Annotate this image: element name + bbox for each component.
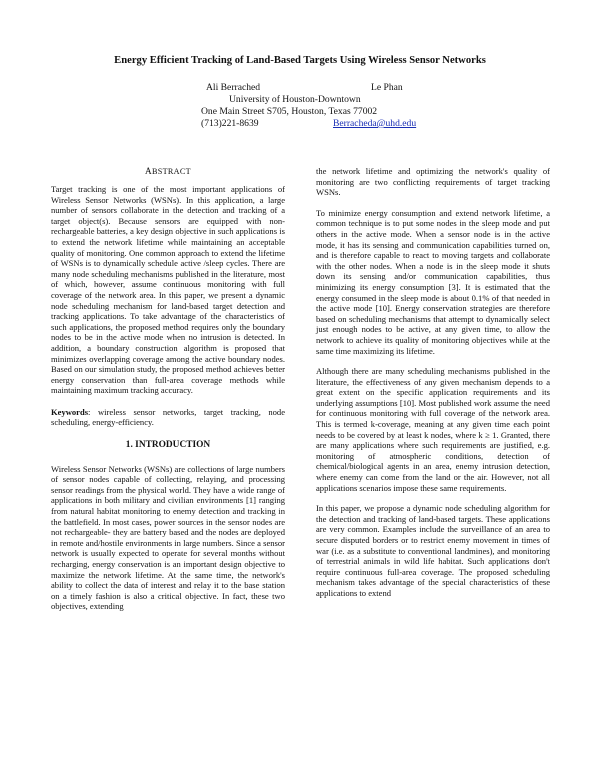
abstract-text: Target tracking is one of the most important applications of Wireless Sensor Networks (WSNs). In this application, a large number of sensors collaborate in the detection and tracking of a target object(s). Because sensors are equipped with non-rechargeable batteries, a key design objective in such applications is to extend the network lifetime while maintaining an acceptable quality of monitoring. One common approach to extend the lifetime of WSNs is to dynamically schedule active /sleep cycles. There are many node scheduling mechanisms published in the literature, most of which, however, assume continuous monitoring with full coverage of the network area. In this paper, we present a dynamic node scheduling mechanism for land-based target detection and tracking applications. To take advantage of the characteristics of such applications, the proposed method requires only the boundary nodes to be in the active mode when no intrusion is detected. In addition, a boundary construction algorithm is proposed that minimizes overlapping coverage among the active boundary nodes. Based on our simulation study, the proposed method achieves better energy conservation than full-area coverage methods while maintaining maximum tracking accuracy. (51, 184, 285, 396)
intro-paragraph: To minimize energy consumption and extend network lifetime, a common technique is to put some nodes in the sleep mode and put others in the active mode. When a sensor node is in the active mode, it has its sensing and communication capabilities turned on, and is therefore capable to react to moving targets and collaborate with the other nodes. When a node is in the sleep mode it shuts down its sensing and/or communication capabilities, thus minimizing its energy consumption [3]. It is estimated that the energy consumed in the sleep mode is about 0.1% of that needed in the active mode [10]. Energy conservation strategies are therefore based on scheduling mechanisms that attempt to dynamically select just enough nodes to be active, at any given time, to allow the network to achieve its quality of monitoring objectives while at the same time maximizing its lifetime. (316, 207, 550, 356)
author-address: One Main Street S705, Houston, Texas 77002 (201, 106, 378, 117)
author-email-link[interactable]: Berracheda@uhd.edu (333, 118, 417, 129)
section-heading: 1. INTRODUCTION (125, 440, 211, 451)
intro-paragraph: Although there are many scheduling mechanisms published in the literature, the effectiveness of any given mechanism depends to a great extent on the specific application requirements and its underlying assumptions [10]. Most published work assume the need for continuous monitoring with full coverage of the network area. This is termed k-coverage, meaning at any given time each point needs to be covered by at least k nodes, where k ≥ 1. Granted, there are many applications where such requirements are justified, e.g. monitoring of atmospheric conditions, detection of chemical/biological agents in an area, enemy intrusion detection, where enemy can come from the land or the air. However, not all applications scenarios impose these same requirements. (316, 366, 550, 493)
abstract-heading: ABSTRACT (145, 166, 191, 176)
left-column (51, 184, 285, 612)
author-name: Le Phan (371, 82, 403, 93)
intro-paragraph: Wireless Sensor Networks (WSNs) are collections of large numbers of sensor nodes capable of collecting, relaying, and processing sensor readings from the physical world. They have a wide range of applications in both military and civilian environments [1] ranging from natural habitat monitoring to enemy detection and tracking in the battlefield. In most cases, power sources in the sensor nodes are not rechargeable- they are battery based and the nodes are deployed in remote and/hostile environments in large numbers. Since a sensor network is usually expected to operate for several months without recharging, energy conservation is an important design objective to maximize the network lifetime. At the same time, the network's ability to collect the data of interest and relay it to the base station on a timely fashion is also a critical objective. In fact, these two objectives, extending (51, 463, 285, 612)
keywords-text: : wireless sensor networks, target tracking, node scheduling, energy-efficiency. (51, 406, 285, 428)
paper-title: Energy Efficient Tracking of Land-Based Targets Using Wireless Sensor Networks (114, 55, 486, 66)
intro-paragraph: In this paper, we propose a dynamic node scheduling algorithm for the detection and tracking of land-based targets. These applications are very common. Examples include the surveillance of an area to secure disputed borders or to restrict enemy movement in times of war (i.e. as a substitute to conventional landmines), and monitoring of terrestrial animals in wild life habitat. Such applications don't require continuous full-area coverage. The proposed scheduling mechanism takes advantage of the special characteristics of these applications to extend (316, 503, 550, 598)
intro-paragraph-continued: the network lifetime and optimizing the network's quality of monitoring are two conflicting requirements of target tracking WSNs. (316, 166, 550, 198)
author-phone: (713)221-8639 (201, 118, 259, 129)
author-affiliation: University of Houston-Downtown (229, 94, 361, 105)
right-column (316, 166, 550, 599)
keywords-label: Keywords (51, 406, 89, 417)
author-name: Ali Berrached (206, 82, 261, 93)
keywords (51, 407, 285, 428)
